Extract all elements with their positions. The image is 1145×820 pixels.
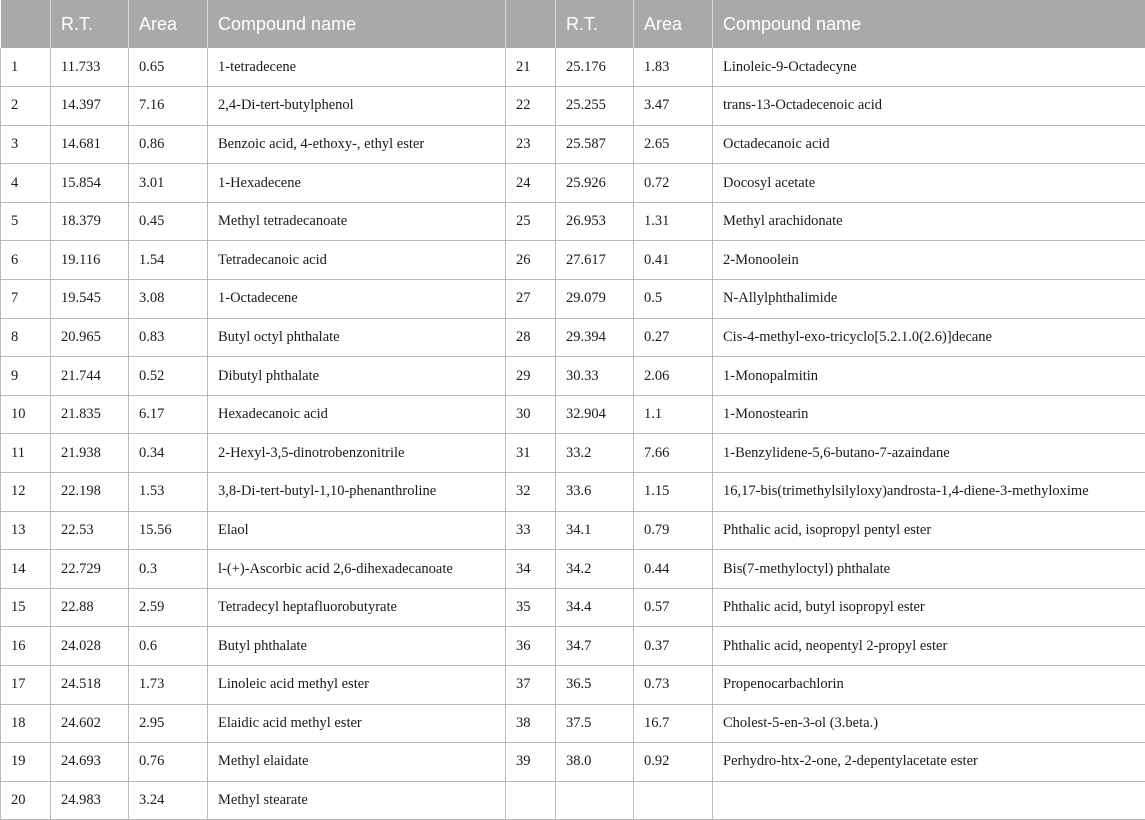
header-index-right (506, 0, 556, 48)
cell-area-left: 0.65 (129, 48, 208, 87)
cell-compound-name-right: Perhydro-htx-2-one, 2-depentylacetate ester (713, 743, 1145, 782)
cell-area-right: 2.65 (634, 125, 713, 164)
cell-compound-name-left: Benzoic acid, 4-ethoxy-, ethyl ester (208, 125, 506, 164)
table-row (1, 511, 1145, 550)
cell-rt-right: 26.953 (556, 202, 634, 241)
header-area-right: Area (634, 0, 713, 48)
table-row (1, 434, 1145, 473)
table-row (1, 395, 1145, 434)
cell-compound-name-left: Elaol (208, 511, 506, 550)
cell-index-left: 20 (1, 781, 51, 820)
cell-index-left: 5 (1, 202, 51, 241)
cell-area-left: 3.08 (129, 280, 208, 319)
cell-compound-name-left: 2-Hexyl-3,5-dinotrobenzonitrile (208, 434, 506, 473)
cell-index-right: 32 (506, 473, 556, 512)
cell-index-left: 12 (1, 473, 51, 512)
cell-compound-name-left: Elaidic acid methyl ester (208, 704, 506, 743)
cell-compound-name-left: Methyl tetradecanoate (208, 202, 506, 241)
cell-index-right: 22 (506, 87, 556, 126)
cell-rt-left: 18.379 (51, 202, 129, 241)
cell-index-left: 9 (1, 357, 51, 396)
table-row (1, 743, 1145, 782)
cell-index-right: 26 (506, 241, 556, 280)
cell-compound-name-left: l-(+)-Ascorbic acid 2,6-dihexadecanoate (208, 550, 506, 589)
cell-rt-left: 24.518 (51, 666, 129, 705)
cell-compound-name-left: Dibutyl phthalate (208, 357, 506, 396)
cell-area-right: 0.79 (634, 511, 713, 550)
cell-area-left: 15.56 (129, 511, 208, 550)
cell-index-left: 3 (1, 125, 51, 164)
table-row (1, 473, 1145, 512)
cell-compound-name-left: Tetradecanoic acid (208, 241, 506, 280)
cell-index-right: 31 (506, 434, 556, 473)
cell-index-right: 23 (506, 125, 556, 164)
cell-index-left: 16 (1, 627, 51, 666)
cell-area-right: 0.44 (634, 550, 713, 589)
table-row (1, 241, 1145, 280)
cell-rt-left: 24.028 (51, 627, 129, 666)
cell-index-left: 1 (1, 48, 51, 87)
table-row (1, 357, 1145, 396)
table-row (1, 550, 1145, 589)
cell-rt-right: 34.4 (556, 588, 634, 627)
cell-area-left: 1.73 (129, 666, 208, 705)
cell-compound-name-right: 2-Monoolein (713, 241, 1145, 280)
cell-area-left: 2.59 (129, 588, 208, 627)
cell-rt-left: 24.693 (51, 743, 129, 782)
cell-area-right: 0.57 (634, 588, 713, 627)
cell-rt-left: 15.854 (51, 164, 129, 203)
cell-index-right: 33 (506, 511, 556, 550)
table-row (1, 202, 1145, 241)
cell-area-left: 0.34 (129, 434, 208, 473)
cell-area-left: 0.52 (129, 357, 208, 396)
cell-rt-left: 11.733 (51, 48, 129, 87)
cell-index-left: 2 (1, 87, 51, 126)
cell-compound-name-right: Propenocarbachlorin (713, 666, 1145, 705)
cell-rt-right: 25.176 (556, 48, 634, 87)
cell-area-right: 0.92 (634, 743, 713, 782)
cell-area-left: 0.83 (129, 318, 208, 357)
cell-compound-name-right: 1-Benzylidene-5,6-butano-7-azaindane (713, 434, 1145, 473)
cell-compound-name-right (713, 781, 1145, 820)
table-row (1, 666, 1145, 705)
cell-rt-left: 22.198 (51, 473, 129, 512)
cell-index-right: 21 (506, 48, 556, 87)
cell-area-right: 1.15 (634, 473, 713, 512)
cell-compound-name-right: Octadecanoic acid (713, 125, 1145, 164)
cell-compound-name-right: N-Allylphthalimide (713, 280, 1145, 319)
cell-compound-name-left: 1-Octadecene (208, 280, 506, 319)
header-compound-name-right: Compound name (713, 0, 1145, 48)
cell-area-left: 3.24 (129, 781, 208, 820)
cell-area-right: 3.47 (634, 87, 713, 126)
cell-rt-left: 20.965 (51, 318, 129, 357)
cell-compound-name-left: Hexadecanoic acid (208, 395, 506, 434)
cell-rt-left: 24.983 (51, 781, 129, 820)
cell-index-left: 15 (1, 588, 51, 627)
cell-rt-left: 14.397 (51, 87, 129, 126)
cell-compound-name-right: Phthalic acid, butyl isopropyl ester (713, 588, 1145, 627)
table-row (1, 125, 1145, 164)
cell-rt-right: 32.904 (556, 395, 634, 434)
cell-compound-name-left: Methyl elaidate (208, 743, 506, 782)
table-row (1, 704, 1145, 743)
cell-index-right: 28 (506, 318, 556, 357)
cell-rt-right: 25.587 (556, 125, 634, 164)
cell-area-left: 0.45 (129, 202, 208, 241)
cell-area-right: 1.31 (634, 202, 713, 241)
cell-area-right: 1.83 (634, 48, 713, 87)
cell-compound-name-left: Butyl phthalate (208, 627, 506, 666)
cell-compound-name-right: trans-13-Octadecenoic acid (713, 87, 1145, 126)
cell-rt-right: 33.2 (556, 434, 634, 473)
cell-rt-left: 24.602 (51, 704, 129, 743)
cell-index-right: 36 (506, 627, 556, 666)
cell-rt-left: 21.744 (51, 357, 129, 396)
cell-area-left: 7.16 (129, 87, 208, 126)
header-compound-name-left: Compound name (208, 0, 506, 48)
cell-rt-left: 22.729 (51, 550, 129, 589)
cell-rt-right: 25.926 (556, 164, 634, 203)
cell-rt-left: 22.53 (51, 511, 129, 550)
table-row (1, 588, 1145, 627)
cell-rt-right: 38.0 (556, 743, 634, 782)
table-header-row (1, 0, 1145, 48)
cell-index-right: 29 (506, 357, 556, 396)
cell-compound-name-right: Linoleic-9-Octadecyne (713, 48, 1145, 87)
cell-index-right: 24 (506, 164, 556, 203)
cell-compound-name-right: 1-Monopalmitin (713, 357, 1145, 396)
cell-index-left: 18 (1, 704, 51, 743)
cell-area-left: 0.86 (129, 125, 208, 164)
cell-index-right: 35 (506, 588, 556, 627)
cell-rt-right: 33.6 (556, 473, 634, 512)
cell-area-right: 0.73 (634, 666, 713, 705)
cell-compound-name-left: 1-tetradecene (208, 48, 506, 87)
cell-rt-right: 34.2 (556, 550, 634, 589)
table-row (1, 318, 1145, 357)
cell-compound-name-left: 1-Hexadecene (208, 164, 506, 203)
cell-rt-right: 29.394 (556, 318, 634, 357)
cell-rt-left: 21.835 (51, 395, 129, 434)
cell-area-left: 3.01 (129, 164, 208, 203)
cell-index-left: 17 (1, 666, 51, 705)
cell-area-left: 2.95 (129, 704, 208, 743)
cell-index-left: 14 (1, 550, 51, 589)
cell-index-right: 30 (506, 395, 556, 434)
cell-compound-name-right: Phthalic acid, neopentyl 2-propyl ester (713, 627, 1145, 666)
cell-area-left: 6.17 (129, 395, 208, 434)
cell-area-left: 1.54 (129, 241, 208, 280)
cell-rt-right: 30.33 (556, 357, 634, 396)
table-row (1, 87, 1145, 126)
header-area-left: Area (129, 0, 208, 48)
cell-compound-name-left: 3,8-Di-tert-butyl-1,10-phenanthroline (208, 473, 506, 512)
cell-area-left: 1.53 (129, 473, 208, 512)
cell-compound-name-right: Cis-4-methyl-exo-tricyclo[5.2.1.0(2.6)]decane (713, 318, 1145, 357)
cell-index-right: 25 (506, 202, 556, 241)
cell-area-right (634, 781, 713, 820)
cell-area-right: 0.37 (634, 627, 713, 666)
cell-index-left: 10 (1, 395, 51, 434)
cell-area-right: 7.66 (634, 434, 713, 473)
cell-rt-right: 37.5 (556, 704, 634, 743)
cell-rt-right: 27.617 (556, 241, 634, 280)
cell-compound-name-left: 2,4-Di-tert-butylphenol (208, 87, 506, 126)
cell-rt-right: 29.079 (556, 280, 634, 319)
cell-rt-left: 19.116 (51, 241, 129, 280)
cell-area-right: 0.72 (634, 164, 713, 203)
cell-rt-left: 19.545 (51, 280, 129, 319)
cell-compound-name-left: Methyl stearate (208, 781, 506, 820)
cell-compound-name-left: Tetradecyl heptafluorobutyrate (208, 588, 506, 627)
cell-area-right: 0.27 (634, 318, 713, 357)
table-body (1, 48, 1145, 820)
cell-rt-right: 36.5 (556, 666, 634, 705)
cell-compound-name-left: Butyl octyl phthalate (208, 318, 506, 357)
cell-index-right (506, 781, 556, 820)
cell-index-right: 38 (506, 704, 556, 743)
cell-rt-right (556, 781, 634, 820)
cell-rt-right: 25.255 (556, 87, 634, 126)
cell-index-left: 11 (1, 434, 51, 473)
table-row (1, 48, 1145, 87)
cell-index-right: 37 (506, 666, 556, 705)
cell-index-left: 8 (1, 318, 51, 357)
cell-rt-right: 34.1 (556, 511, 634, 550)
cell-index-right: 34 (506, 550, 556, 589)
header-rt-left: R.T. (51, 0, 129, 48)
table-row (1, 280, 1145, 319)
cell-area-right: 16.7 (634, 704, 713, 743)
cell-index-left: 6 (1, 241, 51, 280)
cell-rt-left: 21.938 (51, 434, 129, 473)
cell-index-left: 7 (1, 280, 51, 319)
cell-area-right: 0.5 (634, 280, 713, 319)
cell-index-right: 39 (506, 743, 556, 782)
cell-index-left: 13 (1, 511, 51, 550)
cell-area-right: 1.1 (634, 395, 713, 434)
cell-rt-left: 22.88 (51, 588, 129, 627)
cell-area-left: 0.3 (129, 550, 208, 589)
cell-compound-name-left: Linoleic acid methyl ester (208, 666, 506, 705)
cell-area-left: 0.76 (129, 743, 208, 782)
cell-area-right: 0.41 (634, 241, 713, 280)
table-row (1, 627, 1145, 666)
cell-compound-name-right: Phthalic acid, isopropyl pentyl ester (713, 511, 1145, 550)
cell-compound-name-right: Cholest-5-en-3-ol (3.beta.) (713, 704, 1145, 743)
cell-index-left: 19 (1, 743, 51, 782)
cell-rt-left: 14.681 (51, 125, 129, 164)
cell-rt-right: 34.7 (556, 627, 634, 666)
cell-area-left: 0.6 (129, 627, 208, 666)
cell-compound-name-right: Methyl arachidonate (713, 202, 1145, 241)
table-row (1, 781, 1145, 820)
cell-compound-name-right: 1-Monostearin (713, 395, 1145, 434)
header-rt-right: R.T. (556, 0, 634, 48)
cell-index-left: 4 (1, 164, 51, 203)
cell-area-right: 2.06 (634, 357, 713, 396)
cell-compound-name-right: Bis(7-methyloctyl) phthalate (713, 550, 1145, 589)
cell-index-right: 27 (506, 280, 556, 319)
header-index-left (1, 0, 51, 48)
table-row (1, 164, 1145, 203)
cell-compound-name-right: Docosyl acetate (713, 164, 1145, 203)
cell-compound-name-right: 16,17-bis(trimethylsilyloxy)androsta-1,4-diene-3-methyloxime (713, 473, 1145, 512)
